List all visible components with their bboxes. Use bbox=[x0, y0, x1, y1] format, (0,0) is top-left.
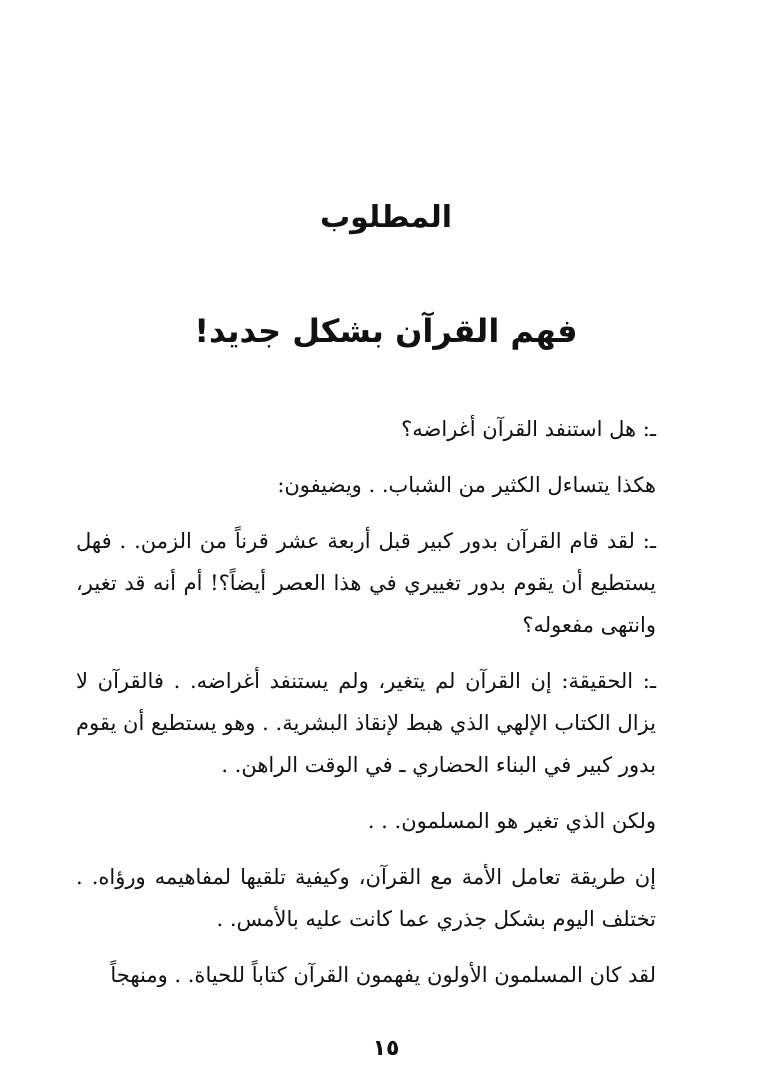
page-number: ١٥ bbox=[372, 1036, 400, 1061]
paragraph-truth: ـ: الحقيقة: إن القرآن لم يتغير، ولم يستنفد أغراضه. . فالقرآن لا يزال الكتاب الإلهي الذي هبط لإنقاذ البشرية. . وهو يستطيع أن يقوم بدور كبير في البناء الحضاري ـ في الوقت الراهن. . bbox=[76, 669, 656, 777]
paragraph-early: لقد كان المسلمون الأولون يفهمون القرآن كتاباً للحياة. . ومنهجاً bbox=[110, 963, 656, 987]
page-title: المطلوب bbox=[319, 200, 453, 235]
paragraph-question: ـ: هل استنفد القرآن أغراضه؟ bbox=[401, 417, 656, 441]
page-subtitle: فهم القرآن بشكل جديد! bbox=[194, 312, 578, 350]
paragraph-role: ـ: لقد قام القرآن بدور كبير قبل أربعة عشر قرناً من الزمن. . فهل يستطيع أن يقوم بدور تغييري في هذا العصر أيضاً؟! أم أنه قد تغير، وانتهى مفعوله؟ bbox=[76, 529, 656, 637]
paragraph-method: إن طريقة تعامل الأمة مع القرآن، وكيفية تلقيها لمفاهيمه ورؤاه. . تختلف اليوم بشكل جذري عما كانت عليه بالأمس. . bbox=[76, 865, 656, 931]
body-text bbox=[76, 408, 696, 1010]
paragraph-muslims: ولكن الذي تغير هو المسلمون. . . bbox=[367, 809, 656, 833]
paragraph-youth: هكذا يتساءل الكثير من الشباب. . ويضيفون: bbox=[277, 473, 656, 497]
